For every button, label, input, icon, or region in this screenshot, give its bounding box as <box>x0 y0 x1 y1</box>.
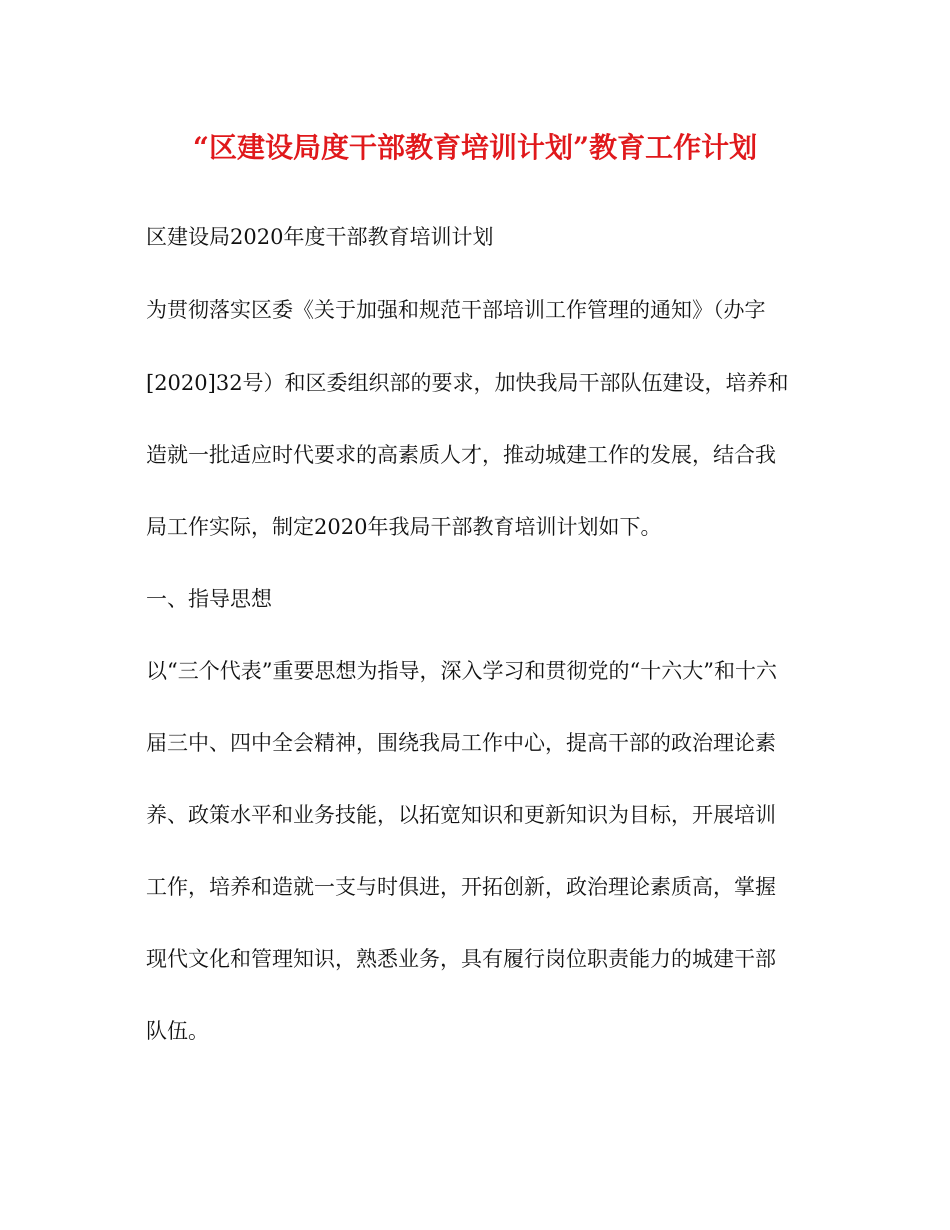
body-line-3: 造就一批适应时代要求的高素质人才，推动城建工作的发展，结合我 <box>146 443 776 467</box>
document-title: “区建设局度干部教育培训计划”教育工作计划 <box>192 131 758 164</box>
body-line-7: 养、政策水平和业务技能，以拓宽知识和更新知识为目标，开展培训 <box>146 803 776 827</box>
body-line-8: 工作，培养和造就一支与时俱进，开拓创新，政治理论素质高，掌握 <box>146 875 776 899</box>
body-line-4: 局工作实际，制定2020年我局干部教育培训计划如下。 <box>146 515 662 539</box>
section-heading: 一、指导思想 <box>146 587 272 611</box>
body-line-6: 届三中、四中全会精神，围绕我局工作中心，提高干部的政治理论素 <box>146 731 776 755</box>
body-line-1: 为贯彻落实区委《关于加强和规范干部培训工作管理的通知》（办字 <box>146 298 766 322</box>
body-line-2: [2020]32号）和区委组织部的要求，加快我局干部队伍建设，培养和 <box>146 371 789 395</box>
body-line-5: 以“三个代表”重要思想为指导，深入学习和贯彻党的“十六大”和十六 <box>146 659 777 683</box>
subtitle-line: 区建设局2020年度干部教育培训计划 <box>146 225 494 249</box>
body-line-10: 队伍。 <box>146 1019 209 1043</box>
body-line-9: 现代文化和管理知识，熟悉业务，具有履行岗位职责能力的城建干部 <box>146 947 776 971</box>
